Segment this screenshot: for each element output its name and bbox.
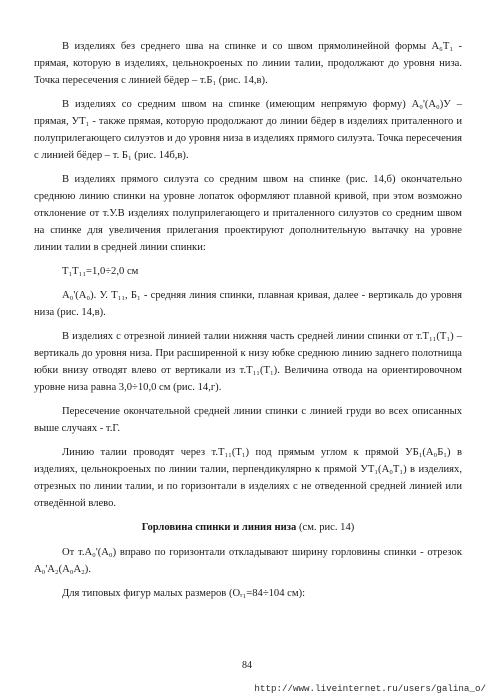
paragraph: Линию талии проводят через т.Т₁₁(Т₁) под прямым углом к прямой УБ₁(А₀Б₁) в изделиях, цельнокроеных по линии талии, перпендикулярно к прямой УТ₁(А₀Т₁) в изделиях, отрезных по линии талии, и по горизонтали в изделиях с не отведенной средней линией или отведённой влево. — [34, 447, 462, 509]
page-number: 84 — [242, 660, 252, 671]
paragraph: В изделиях с отрезной линией талии нижняя часть средней линии спинки от т.Т₁₁(Т₁) – вертикаль до уровня низа. При расширенной к низу юбке среднюю линию заднего полотнища юбки внизу отводят влево от вертикали из т.Т₁₁(Т₁). Величина отвода на ориентировочном уровне низа равна 3,0÷10,0 см (рис. 14,г). — [34, 331, 462, 393]
paragraph: В изделиях без среднего шва на спинке и со швом прямолинейной формы А₆Т₁ - прямая, которую в изделиях, цельнокроеных по линии талии, продолжают до уровня низа. Точка пересечения с линией бёдер – т.Б₁ (рис. 14,в). — [34, 41, 462, 86]
paragraph: Для типовых фигур малых размеров (Оᵣ₁=84÷104 см): — [62, 588, 306, 599]
paragraph: В изделиях со средним швом на спинке (имеющим непрямую форму) А₀'(А₀)У – прямая, УТ₁ - также прямая, которую продолжают до линии бёдер в изделиях приталенного и полуприлегающего силуэтов и до уровня низа в изделиях прямого силуэта. Точка пересечения с линией бёдер – т. Б₁ (рис. 14б,в). — [34, 99, 462, 161]
paragraph: В изделиях прямого силуэта со средним швом на спинке (рис. 14,б) окончательно среднюю линию спинки на уровне лопаток оформляют плавной кривой, при этом возможно отклонение от т.У.В изделиях полуприлегающего и приталенного силуэтов со средним швом на спинке для увеличения прилегания проектируют дополнительную вытачку на уровне линии талии в средней линии спинки: — [34, 174, 462, 253]
section-heading — [34, 519, 462, 536]
watermark-url: http://www.liveinternet.ru/users/galina_o/ — [254, 683, 486, 694]
paragraph: Пересечение окончательной средней линии спинки с линией груди во всех описанных выше случаях - т.Г. — [34, 406, 462, 434]
body-text — [34, 38, 462, 609]
section-heading-ref: (см. рис. 14) — [296, 522, 355, 533]
formula-line: Т₁Т₁₁=1,0÷2,0 см — [62, 266, 139, 277]
section-heading-bold: Горловина спинки и линия низа — [141, 522, 297, 533]
paragraph: А₀'(А₀). У. Т₁₁, Б₁ - средняя линия спинки, плавная кривая, далее - вертикаль до уровня низа (рис. 14,в). — [34, 290, 462, 318]
paragraph: От т.А₀'(А₀) вправо по горизонтали откладывают ширину горловины спинки - отрезок А₀'А₂(А₀А₂). — [34, 547, 462, 575]
